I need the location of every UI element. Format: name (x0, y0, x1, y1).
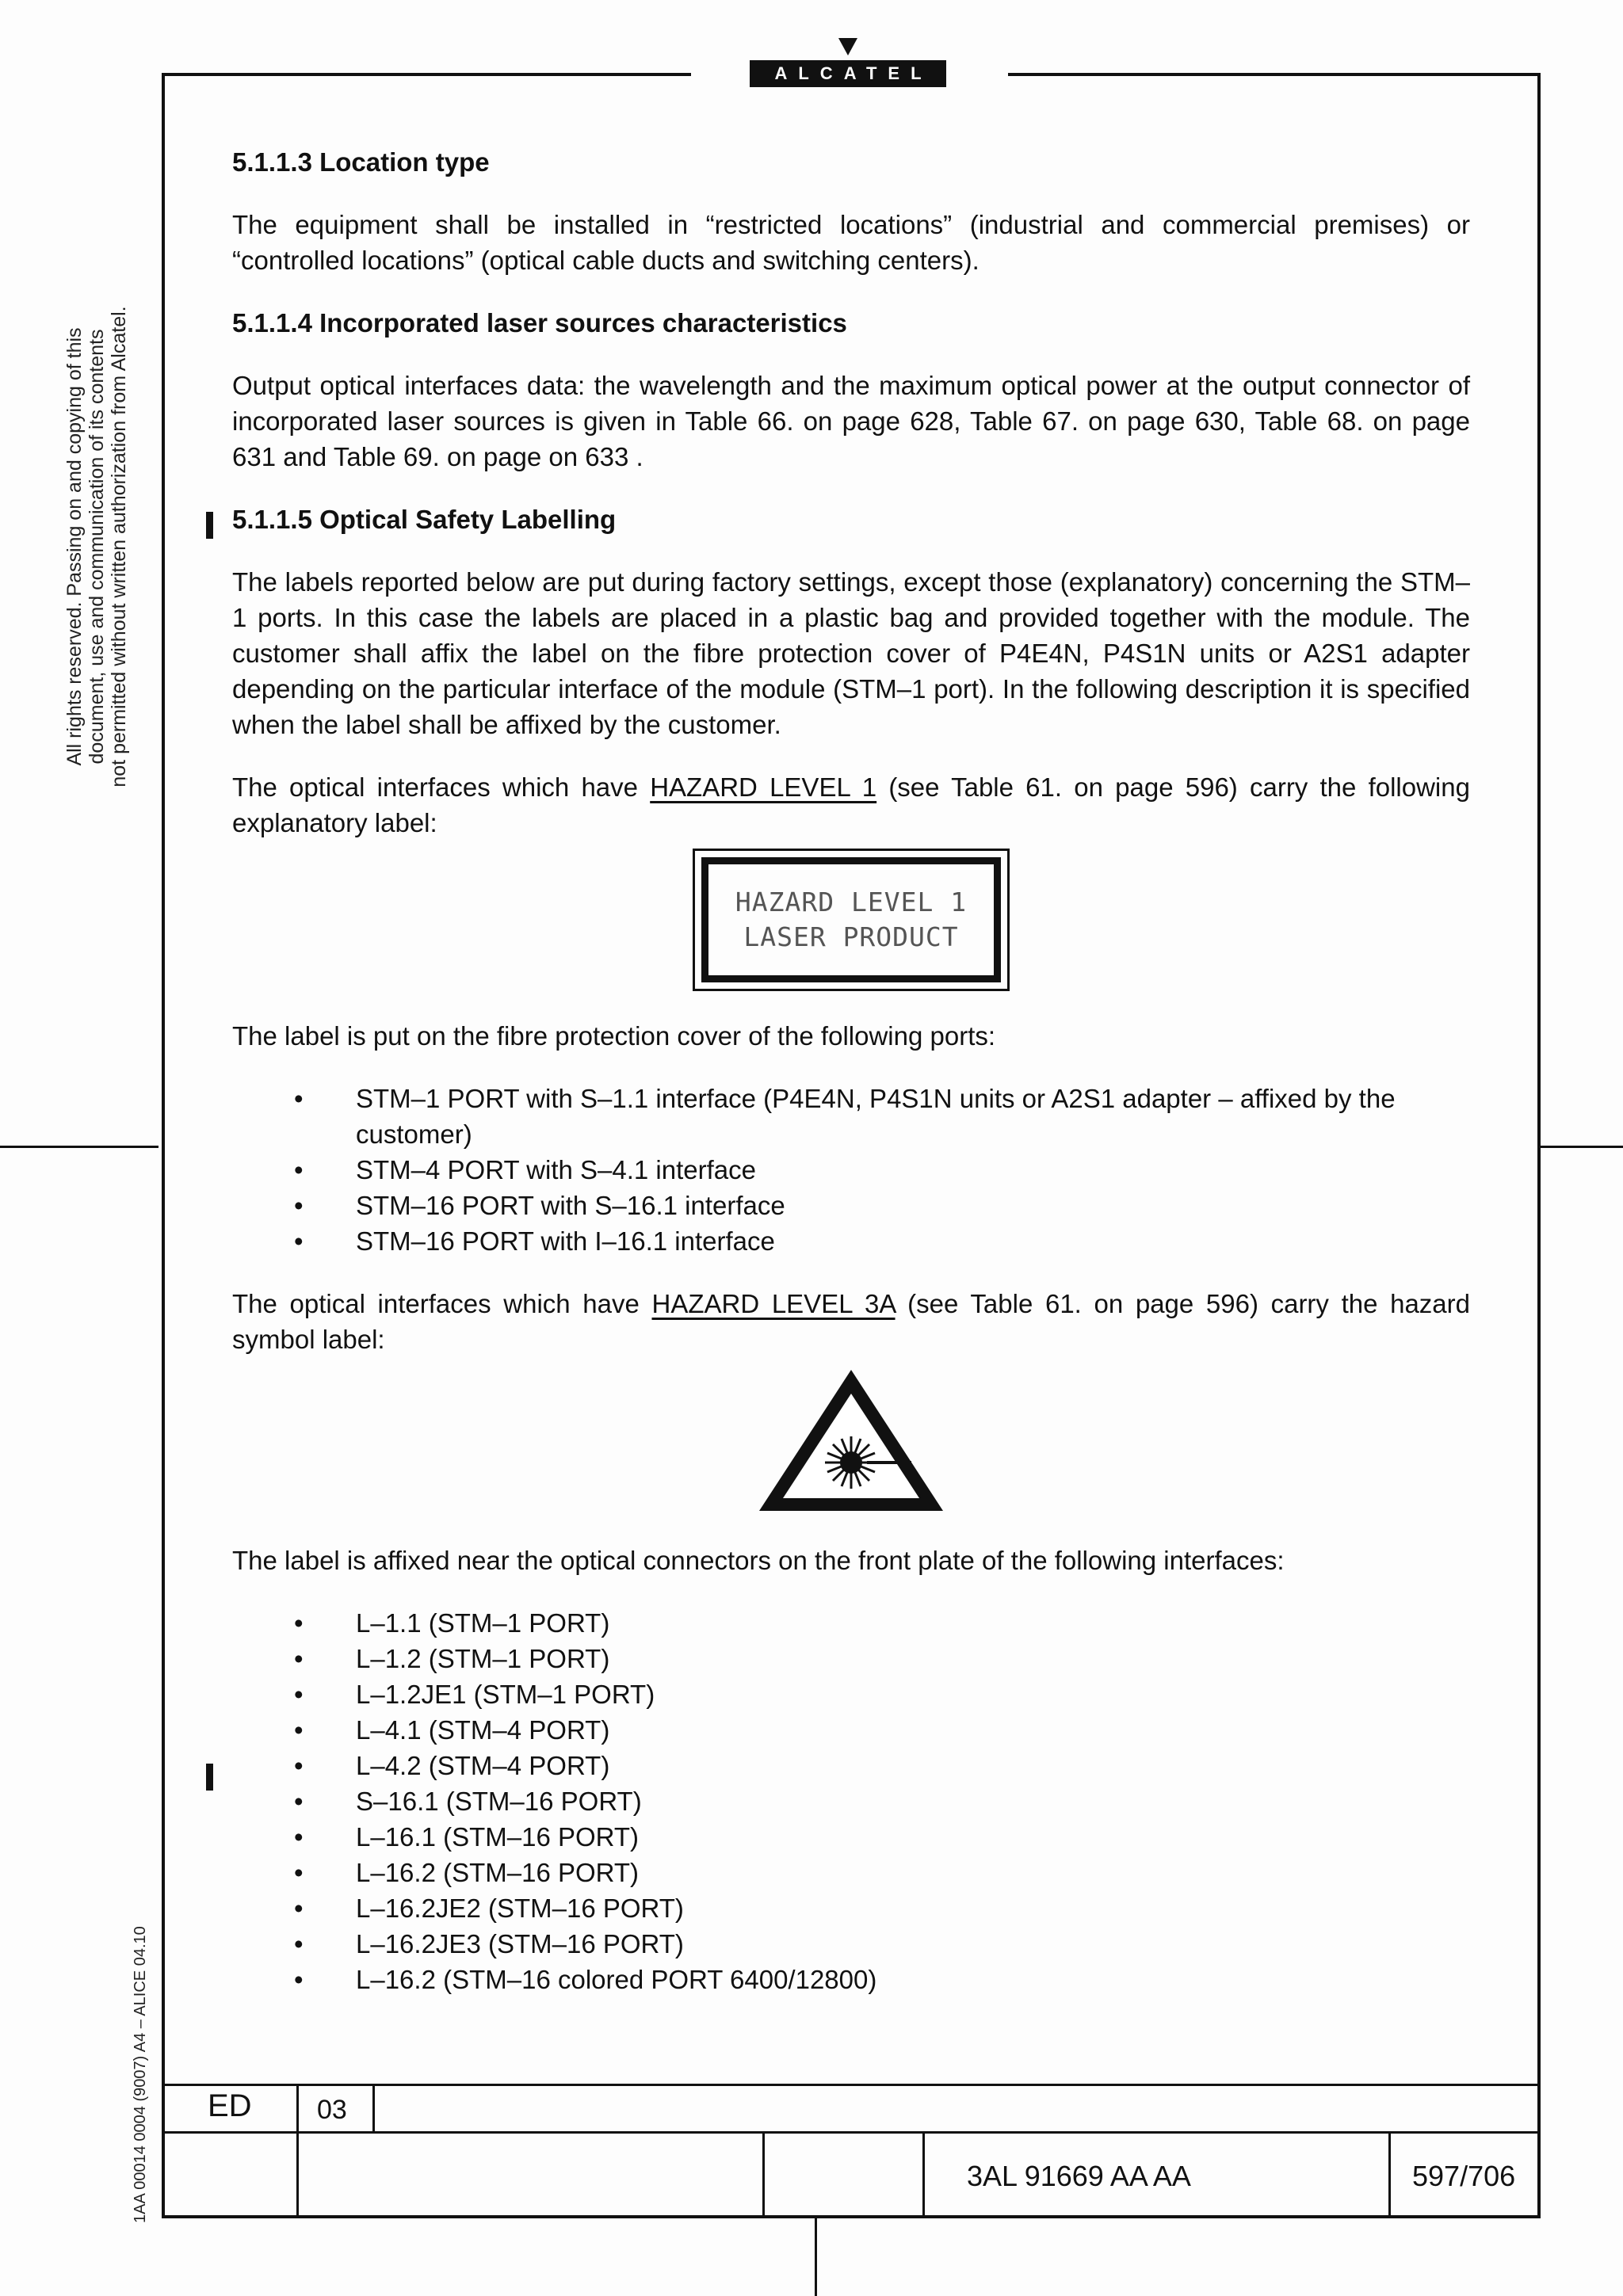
footer-divider (922, 2131, 925, 2218)
list-item: • STM–16 PORT with I–16.1 interface (232, 1223, 1470, 1259)
list-item: • L–1.1 (STM–1 PORT) (232, 1605, 1470, 1641)
footer-divider (296, 2084, 299, 2218)
section-heading: 5.1.1.5 Optical Safety Labelling (232, 505, 617, 534)
list-item: • L–4.2 (STM–4 PORT) (232, 1748, 1470, 1783)
list-item: • L–16.2 (STM–16 PORT) (232, 1855, 1470, 1890)
list-item: • STM–4 PORT with S–4.1 interface (232, 1152, 1470, 1188)
hazard-level-3a-ref: HAZARD LEVEL 3A (651, 1289, 896, 1318)
paragraph: The label is affixed near the optical connectors on the front plate of the following interfaces: (232, 1546, 1285, 1575)
paragraph: The labels reported below are put during factory settings, except those (explanatory) concerning the STM–1 ports. In this case the labels are placed in a plastic bag and provided together with the module. The customer shall affix the label on the fibre protection cover of P4E4N, P4S1N units or A2S1 adapter depending on the particular interface of the module (STM–1 port). In the following description it is specified when the label shall be affixed by the customer. (232, 567, 1470, 739)
footer-divider (372, 2084, 375, 2133)
hazard-level-1-ref: HAZARD LEVEL 1 (650, 772, 877, 802)
laser-hazard-icon (756, 1365, 946, 1516)
paragraph: Output optical interfaces data: the wavelength and the maximum optical power at the output connector of incorporated laser sources is given in Table 66. on page 628, Table 67. on page 630, Table 68. on page 631 and Table 69. on page on 633 . (232, 371, 1470, 471)
fold-mark-left (0, 1146, 158, 1148)
list-item: • L–1.2JE1 (STM–1 PORT) (232, 1676, 1470, 1712)
logo-text: ALCATEL (750, 60, 946, 87)
alcatel-logo (750, 38, 946, 95)
paragraph: The label is put on the fibre protection cover of the following ports: (232, 1021, 996, 1051)
list-item: • S–16.1 (STM–16 PORT) (232, 1783, 1470, 1819)
list-item: • L–16.2 (STM–16 colored PORT 6400/12800) (232, 1962, 1470, 1997)
footer-mid-rule (162, 2131, 1541, 2134)
list-item: • STM–1 PORT with S–1.1 interface (P4E4N, P4S1N units or A2S1 adapter – affixed by the customer) (232, 1081, 1470, 1152)
page-number: 597/706 (1412, 2160, 1516, 2192)
fold-mark-bottom (815, 2218, 817, 2296)
footer-divider (1388, 2131, 1391, 2218)
edition-label: ED (208, 2088, 252, 2123)
paragraph: The optical interfaces which have HAZARD LEVEL 1 (see Table 61. on page 596) carry the following explanatory label: (232, 772, 1470, 837)
change-bar (206, 1764, 213, 1791)
footer-divider (762, 2131, 765, 2218)
list-item: • L–1.2 (STM–1 PORT) (232, 1641, 1470, 1676)
interface-list (232, 1605, 1470, 1997)
paragraph: The optical interfaces which have HAZARD LEVEL 3A (see Table 61. on page 596) carry the hazard symbol label: (232, 1289, 1470, 1354)
paragraph: The equipment shall be installed in “restricted locations” (industrial and commercial premises) or “controlled locations” (optical cable ducts and switching centers). (232, 210, 1470, 275)
section-heading: 5.1.1.4 Incorporated laser sources characteristics (232, 308, 847, 338)
list-item: • L–16.2JE2 (STM–16 PORT) (232, 1890, 1470, 1926)
list-item: • L–16.1 (STM–16 PORT) (232, 1819, 1470, 1855)
footer-top-rule (162, 2084, 1541, 2086)
fold-mark-right (1541, 1146, 1623, 1148)
list-item: • STM–16 PORT with S–16.1 interface (232, 1188, 1470, 1223)
edition-value: 03 (317, 2095, 347, 2125)
section-heading: 5.1.1.3 Location type (232, 147, 490, 177)
port-list (232, 1081, 1470, 1259)
change-bar (206, 512, 213, 539)
list-item: • L–4.1 (STM–4 PORT) (232, 1712, 1470, 1748)
copyright-notice: All rights reserved. Passing on and copying of this document, use and communication of its contents not permitted without written authorization from Alcatel. (63, 306, 130, 788)
form-code: 1AA 00014 0004 (9007) A4 – ALICE 04.10 (132, 1926, 149, 2223)
list-item: • L–16.2JE3 (STM–16 PORT) (232, 1926, 1470, 1962)
document-code: 3AL 91669 AA AA (967, 2160, 1191, 2192)
main-content (232, 144, 1470, 1997)
hazard-level-1-label: HAZARD LEVEL 1 LASER PRODUCT (693, 849, 1010, 991)
logo-triangle-icon (838, 38, 857, 55)
